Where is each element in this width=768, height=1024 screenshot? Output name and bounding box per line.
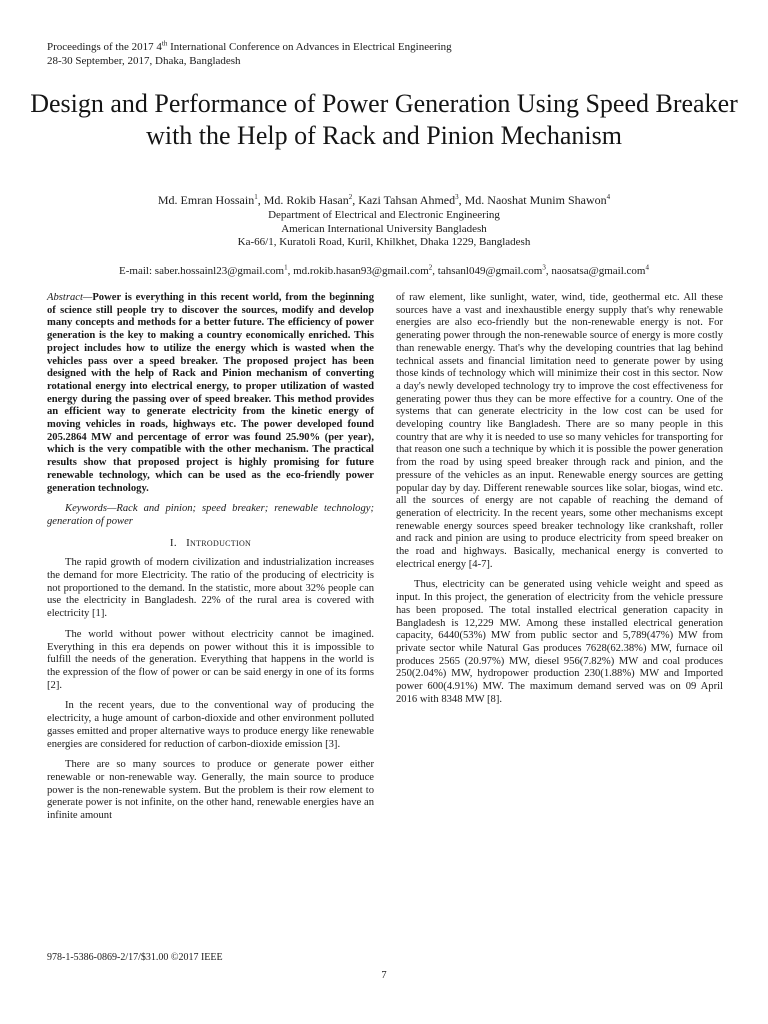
body-paragraph: There are so many sources to produce or generate power either renewable or non-renewable way. Generally, the main source to produce power is the non-renewable system. But the problem is their row element to generate power is not infinite, on the other hand, renewable energies have an infinite amount xyxy=(47,759,374,822)
left-column xyxy=(47,292,374,831)
author: Kazi Tahsan Ahmed$^3$, xyxy=(358,193,465,207)
affiliation-address: Ka-66/1, Kuratoli Road, Kuril, Khilkhet, Dhaka 1229, Bangladesh xyxy=(237,236,531,248)
email-link[interactable]: naosatsa@gmail.com$^4$ xyxy=(551,263,649,277)
email-link[interactable]: saber.hossainl23@gmail.com$^1$ xyxy=(154,263,288,277)
right-column xyxy=(396,292,723,715)
affiliation xyxy=(30,209,738,250)
body-paragraph: Thus, electricity can be generated using vehicle weight and speed as input. In this project, the generation of electricity from the vehicle pressure has been proposed. The total installed electrical generation capacity in Bangladesh is 12,229 MW. Among these installed electrical generation capacity, 6440(53%) MW from public sector and 5,789(47%) MW from private sector while Natural Gas produces 7628(62.38%) MW, furnace oil produces 2565 (20.97%) MW, diesel 956(7.82%) MW and coal produces 250(2.04%) MW, hydropower production 230(1.88%) MW and Imported power 600(4.91%) MW. The maximum demand served was on 09 April 2016 with 8348 MW [8]. xyxy=(396,579,723,705)
author: Md. Rokib Hasan$^2$, xyxy=(263,193,359,207)
body-paragraph: In the recent years, due to the conventional way of producing the electricity, a huge amount of carbon-dioxide and other environment polluted gasses emitted and proper alternative ways to produce energy like renewable energies are considered for reduction of carbon-dioxide emission [3]. xyxy=(47,700,374,750)
proceedings-line-1: Proceedings of the 2017 4th International Conference on Advances in Electrical Engineering xyxy=(47,39,452,53)
author: Md. Naoshat Munim Shawon$^4$ xyxy=(464,193,611,207)
affiliation-university: American International University Bangladesh xyxy=(281,222,487,235)
email-link[interactable]: md.rokib.hasan93@gmail.com$^2$ xyxy=(293,263,433,277)
email-line: E-mail: saber.hossainl23@gmail.com$^1$, md.rokib.hasan93@gmail.com$^2$, tahsanl049@gmail.com$^3$, naosatsa@gmail.com$^4$ xyxy=(119,263,649,277)
author-list xyxy=(30,193,738,208)
body-paragraph: of raw element, like sunlight, water, wind, tide, geothermal etc. All these sources have a vast and inexhaustible energy supply that's why renewable energies are also eco-friendly but the non-renewable energy is not. For generating power through the non-renewable source of energy is more costly than renewable energy. That's why the developing countries that lag behind technical assets and financial limitation need to generate power by using those kinds of technology which will minimize their cost in this sector. Now a day's newly developed technology try to improve the cost effectiveness for generating power thus they can be more effective for a country. One of the systems that can generate electricity in the low cost can be used for developing country like Bangladesh. There are so many people in this country that are why it is needed to use so many vehicles for transporting for that reason one such a technique by which it is possible the power generation from the road by using speed breaker through rack and pinion, and the pressure of the vehicles as an input. Renewable energy sources are getting popular day by day. Different renewable sources like solar, biogas, wind etc. all the sources of energy are not capable of reaching the demand of generation of electricity. In the recent years, some other mechanisms except renewable energy sources speed breaker technology like crankshaft, roller and rack and pinion are using to produce electricity from speed breaker on the road and highways. Basically, mechanical energy is converted to electrical energy [4-7]. xyxy=(396,292,723,570)
abstract-text: Power is everything in this recent world, from the beginning of science still people try to discover the sources, modify and develop many concepts and methods for a better future. The efficiency of power generation is the key to making a country economically enriched. This project includes how to utilize the energy which is wasted when the vehicles pass over a speed breaker. The proposed project has been designed with the help of Rack and Pinion mechanism of converting rotational energy into electrical energy, to proper utilization of wasted energy during the passing over of speed breaker. This method provides an efficient way to generate electricity from the kinetic energy of moving vehicles in roads, highways etc. The power developed found 205.2864 MW and percentage of error was found 25.90% (per year), which is the very compatible with the other mechanism. The practical results show that proposed project is highly promising for future renewable technology, which can be used as the eco-friendly power generation technology. xyxy=(47,292,374,494)
proceedings-line-2: 28-30 September, 2017, Dhaka, Bangladesh xyxy=(47,55,241,67)
section-heading-introduction: I. Introduction xyxy=(169,536,252,549)
affiliation-department: Department of Electrical and Electronic Engineering xyxy=(268,209,500,221)
copyright-footer: 978-1-5386-0869-2/17/$31.00 ©2017 IEEE xyxy=(47,952,223,963)
page-number: 7 xyxy=(381,970,387,981)
keywords: Keywords—Rack and pinion; speed breaker; renewable technology; generation of power xyxy=(47,503,374,527)
author: Md. Emran Hossain$^1$, xyxy=(157,193,264,207)
abstract: Abstract—Power is everything in this recent world, from the beginning of science still people try to discover the sources, modify and develop many concepts and methods for a better future. The efficiency of power generation is the key to making a country economically enriched. This project includes how to utilize the energy which is wasted when the vehicles pass over a speed breaker. The proposed project has been designed with the help of Rack and Pinion mechanism of converting rotational energy into electrical energy, to proper utilization of wasted energy during the passing over of speed breaker. This method provides an efficient way to generate electricity from the kinetic energy of moving vehicles in roads, highways etc. The power developed found 205.2864 MW and percentage of error was found 25.90% (per year), which is the very compatible with the other mechanism. The practical results show that proposed project is highly promising for future renewable technology, which can be used as the eco-friendly power generation technology. xyxy=(47,292,374,494)
paper-title: Design and Performance of Power Generation Using Speed Breaker with the Help of Rack and Pinion Mechanism xyxy=(30,89,738,150)
email-link[interactable]: tahsanl049@gmail.com$^3$ xyxy=(437,263,546,277)
proceedings-header xyxy=(47,40,727,68)
body-paragraph: The world without power without electricity cannot be imagined. Everything in this era depends on power without this it is impossible to fulfill the needs of the generation. Everything that happens in the world is the expression of the flow of power or can be said energy in one of its forms [2]. xyxy=(47,628,374,691)
abstract-label: Abstract xyxy=(47,292,83,303)
body-paragraph: The rapid growth of modern civilization and industrialization increases the demand for more Electricity. The ratio of the producing of electricity is not proportioned to the demand. In the statistic, more about 32% people can use the electricity in Bangladesh. 22% of the rural area is covered with electricity [1]. xyxy=(47,557,374,620)
